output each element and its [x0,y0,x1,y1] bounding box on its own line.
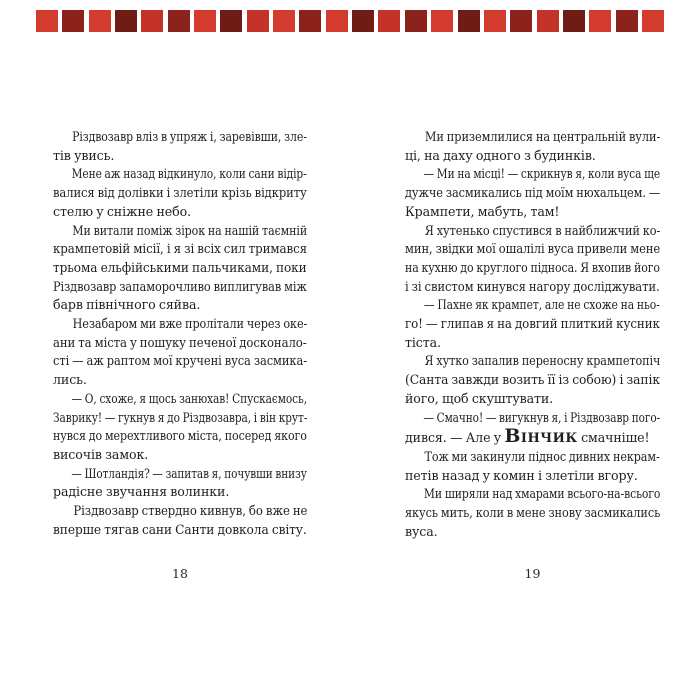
text-line: ці, на даху одного з будинків. [405,147,596,163]
paragraph [53,502,307,539]
page-18-text-column [53,128,307,539]
text-line: крампетовій місії, і я зі всіх сил тримався [53,241,308,257]
text-line: го! — глипав я на довгий плиткий кусник [405,316,660,332]
text-line: — Пахне як крампет, але не схоже на ньо- [423,297,660,313]
paragraph [53,465,307,502]
pixel-square [89,10,111,32]
text-line: ани та міста у пошуку печеної досконало- [53,334,307,350]
paragraph [53,315,307,390]
paragraph [405,128,660,165]
pixel-square [378,10,400,32]
text-line: Ми приземлилися на центральній вули- [424,129,661,144]
pixel-square [484,10,506,32]
pixel-square [326,10,348,32]
text-segment: дився. — Але у [405,430,505,446]
pixel-square [299,10,321,32]
pixel-square [194,10,216,32]
text-line: вуса. [405,523,438,539]
text-line [405,427,660,448]
text-line: і зі свистом кинувся нагору досліджувати. [405,278,660,294]
text-line: лись. [53,372,87,388]
paragraph [405,296,660,352]
pixel-square [563,10,585,32]
pixel-square [352,10,374,32]
paragraph [405,352,660,408]
paragraph [405,222,660,297]
pixel-square [510,10,532,32]
text-line: (Санта завжди возить її із собою) і запік [405,372,660,388]
text-segment: смачніше! [577,430,650,446]
pixel-square [642,10,664,32]
paragraph [405,409,660,448]
text-line: Тож ми закинули піднос дивних некрам- [424,448,660,464]
text-line: мин, звідки мої ошалілі вуса привели мене [405,241,661,257]
pixel-square [62,10,84,32]
text-line: його, щоб скуштувати. [405,390,554,406]
text-line: радісне звучання волинки. [53,484,230,500]
pixel-square [589,10,611,32]
paragraph [405,485,660,541]
text-line: Я хутко запалив переносну крампетопіч [424,353,661,369]
text-line: трьома ельфійськими пальчиками, поки [53,259,307,275]
top-border-garland [36,8,664,34]
paragraph [53,165,307,221]
pixel-square [115,10,137,32]
pixel-square [537,10,559,32]
text-line: — Смачно! — вигукнув я, і Різдвозавр пого- [423,409,661,425]
display-word-vinchyk: Вінчик [504,425,578,448]
pixel-square [247,10,269,32]
text-line: Заврику! — гукнув я до Різдвозавра, і він крут- [53,409,308,425]
text-line: якусь мить, коли в мене знову засмикались [405,505,661,521]
text-line: — О, схоже, я щось занюхав! Спускаємось, [71,390,307,406]
paragraph [53,128,307,165]
pixel-square [168,10,190,32]
text-line: Я хутенько спустився в найближчий ко- [424,222,661,238]
text-line: нувся до мерехтливого міста, посеред якого [53,428,307,444]
pixel-square [36,10,58,32]
text-line: Крампети, мабуть, там! [405,203,560,219]
text-line: Мене аж назад відкинуло, коли сани відір- [71,166,307,182]
pixel-square [220,10,242,32]
text-line: тів увись. [53,147,115,163]
text-line: петів назад у комин і злетіли вгору. [405,467,638,483]
text-line: дужче засмикались під моїм нюхальцем. — [405,185,661,201]
pixel-square [273,10,295,32]
pixel-square [141,10,163,32]
text-line: височів замок. [53,446,149,462]
paragraph [405,165,660,221]
text-line: на кухню до круглого підноса. Я вхопив його [405,259,660,275]
text-line: — Ми на місці! — скрикнув я, коли вуса ще [423,166,661,182]
text-line: Різдвозавр вліз в упряж і, заревівши, зле- [72,129,307,144]
paragraph [53,390,307,465]
text-line: сті — аж раптом мої кручені вуса засмика- [53,353,308,369]
pixel-square [405,10,427,32]
pixel-square [616,10,638,32]
text-line: валися від долівки і злетіли крізь відкриту [53,185,307,201]
page-number-18: 18 [172,566,188,581]
paragraph [53,222,307,316]
text-line: стелю у сніжне небо. [53,203,191,219]
text-line: Різдвозавр ствердно кивнув, бо вже не [73,503,308,519]
text-line: тіста. [405,334,441,350]
pixel-square [431,10,453,32]
pixel-square [458,10,480,32]
text-line: Незабаром ми вже пролітали через оке- [72,316,308,332]
text-line: Ми витали поміж зірок на нашій таємній [72,222,308,238]
page-number-19: 19 [524,566,541,581]
text-line: Різдвозавр запаморочливо виплигував між [53,278,307,294]
text-line: барв північного сяйва. [53,297,201,313]
page-19-text-column [405,128,660,541]
paragraph [405,448,660,485]
text-line: — Шотландія? — запитав я, почувши внизу [71,465,307,481]
text-line: вперше тягав сани Санти довкола світу. [53,521,307,537]
text-line: Ми ширяли над хмарами всього-на-всього [423,486,661,502]
